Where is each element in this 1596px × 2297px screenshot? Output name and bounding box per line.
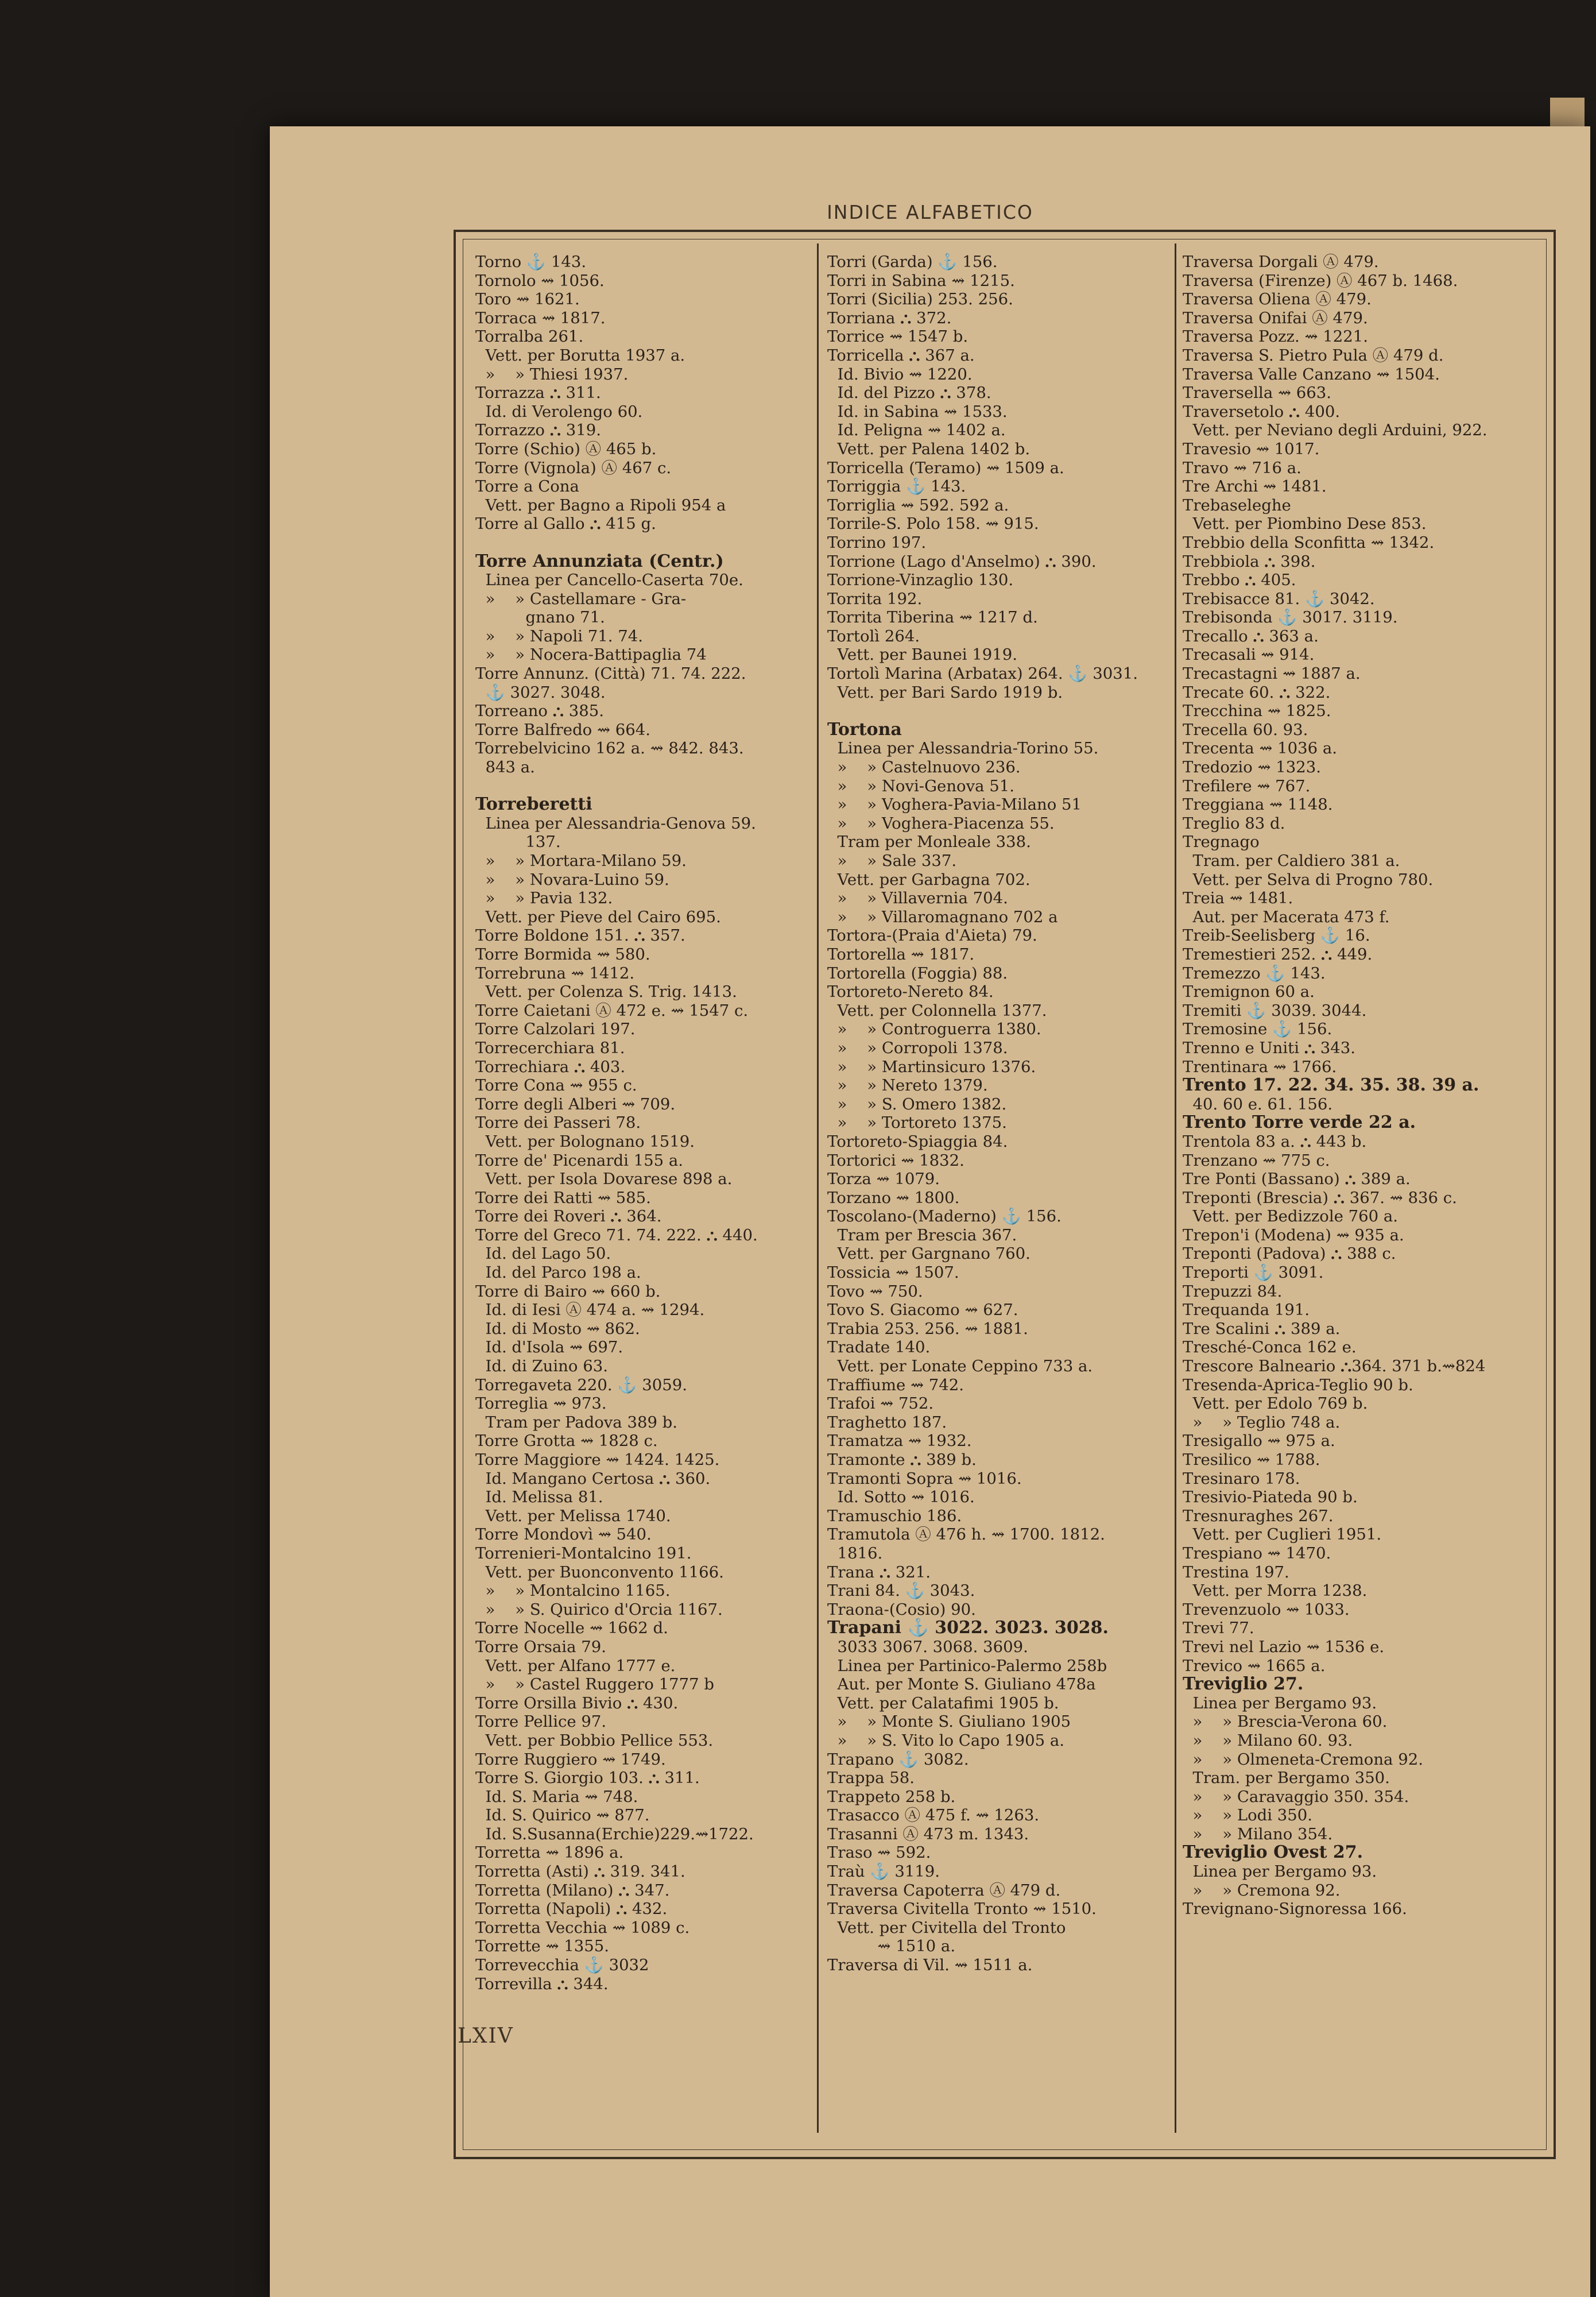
index-entry: 137. <box>475 833 561 852</box>
index-entry: Treponti (Brescia) ⛬ 367. ⇝ 836 c. <box>1183 1188 1457 1207</box>
index-entry: Torre (Vignola) Ⓐ 467 c. <box>475 458 672 477</box>
index-entry: Torretta (Asti) ⛬ 319. 341. <box>475 1862 685 1881</box>
index-entry: Trappeto 258 b. <box>827 1787 956 1806</box>
index-entry: Torrino 197. <box>827 533 927 552</box>
index-entry: Aut. per Macerata 473 f. <box>1183 907 1390 926</box>
index-entry: Tramatza ⇝ 1932. <box>827 1432 972 1451</box>
index-entry: Id. del Parco 198 a. <box>475 1263 641 1282</box>
index-entry: Vett. per Alfano 1777 e. <box>475 1656 676 1675</box>
index-entry: Vett. per Edolo 769 b. <box>1183 1394 1368 1413</box>
index-entry: Trebbio della Sconfitta ⇝ 1342. <box>1183 533 1435 552</box>
index-entry: Torriggia ⚓ 143. <box>827 477 966 496</box>
index-entry: Trafoi ⇝ 752. <box>827 1394 934 1413</box>
index-entry: ⚓ 3027. 3048. <box>475 683 606 702</box>
index-entry: Torre Orsilla Bivio ⛬ 430. <box>475 1693 679 1712</box>
index-entry: Id. di Iesi Ⓐ 474 a. ⇝ 1294. <box>475 1301 705 1320</box>
index-entry: Torretta (Napoli) ⛬ 432. <box>475 1900 668 1919</box>
index-entry: Vett. per Calatafimi 1905 b. <box>827 1693 1059 1712</box>
index-entry: Trecenta ⇝ 1036 a. <box>1183 739 1337 758</box>
index-entry: Toscolano-(Maderno) ⚓ 156. <box>827 1207 1062 1226</box>
index-entry: Treponti (Padova) ⛬ 388 c. <box>1183 1244 1396 1263</box>
index-entry: Trentola 83 a. ⛬ 443 b. <box>1183 1132 1367 1151</box>
index-entry: Vett. per Isola Dovarese 898 a. <box>475 1170 733 1189</box>
index-entry: gnano 71. <box>475 608 605 627</box>
index-entry: Tortorella (Foggia) 88. <box>827 964 1008 983</box>
index-entry: » » Novara-Luino 59. <box>475 870 669 889</box>
index-entry: Torreberetti <box>475 794 592 815</box>
index-entry: » » Nereto 1379. <box>827 1076 988 1095</box>
index-entry: Torrione (Lago d'Anselmo) ⛬ 390. <box>827 552 1097 571</box>
index-entry: Torre Nocelle ⇝ 1662 d. <box>475 1619 668 1638</box>
index-entry: » » Sale 337. <box>827 852 957 870</box>
index-entry: » » Voghera-Pavia-Milano 51 <box>827 795 1082 814</box>
index-entry: Linea per Alessandria-Torino 55. <box>827 739 1099 758</box>
index-entry: Torre a Cona <box>475 477 579 496</box>
index-entry: Id. Peligna ⇝ 1402 a. <box>827 421 1006 440</box>
index-entry: Vett. per Melissa 1740. <box>475 1506 671 1525</box>
index-entry: » » Caravaggio 350. 354. <box>1183 1787 1409 1806</box>
index-entry: Traghetto 187. <box>827 1413 947 1432</box>
index-entry: » » Villavernia 704. <box>827 889 1008 908</box>
index-entry: Trebaseleghe <box>1183 496 1291 515</box>
index-entry: Id. S.Susanna(Erchie)229.⇝1722. <box>475 1824 754 1843</box>
index-entry: Tortolì Marina (Arbatax) 264. ⚓ 3031. <box>827 664 1138 683</box>
index-entry: Linea per Partinico-Palermo 258b <box>827 1656 1107 1675</box>
index-entry: Traona-(Cosio) 90. <box>827 1600 976 1619</box>
index-entry: Trenno e Uniti ⛬ 343. <box>1183 1038 1355 1057</box>
index-entry: 3033 3067. 3068. 3609. <box>827 1637 1028 1656</box>
index-entry: » » Olmeneta-Cremona 92. <box>1183 1750 1423 1769</box>
index-entry: » » Cremona 92. <box>1183 1881 1341 1900</box>
index-entry: Id. di Verolengo 60. <box>475 402 643 421</box>
index-entry: Travo ⇝ 716 a. <box>1183 458 1301 477</box>
index-entry: » » Milano 354. <box>1183 1824 1333 1843</box>
index-entry: Torre Mondovì ⇝ 540. <box>475 1525 652 1544</box>
index-entry: » » Pavia 132. <box>475 889 613 908</box>
index-entry: Tresivio-Piateda 90 b. <box>1183 1488 1358 1507</box>
index-entry: Tredozio ⇝ 1323. <box>1183 758 1322 777</box>
column-rule-right <box>1175 243 1176 2133</box>
index-entry: Torno ⚓ 143. <box>475 253 587 271</box>
index-entry: Tresenda-Aprica-Teglio 90 b. <box>1183 1375 1413 1394</box>
index-entry: Trapani ⚓ 3022. 3023. 3028. <box>827 1618 1109 1638</box>
index-entry: Torrice ⇝ 1547 b. <box>827 327 969 346</box>
index-entry: Trescore Balneario ⛬364. 371 b.⇝824 <box>1183 1357 1486 1376</box>
index-entry: Traversa Valle Canzano ⇝ 1504. <box>1183 365 1440 384</box>
index-entry: Traù ⚓ 3119. <box>827 1862 940 1881</box>
index-entry: » » Controguerra 1380. <box>827 1020 1041 1039</box>
index-entry: Tre Ponti (Bassano) ⛬ 389 a. <box>1183 1170 1411 1189</box>
index-entry: Torri (Sicilia) 253. 256. <box>827 290 1013 309</box>
index-entry: Tortorici ⇝ 1832. <box>827 1151 964 1170</box>
index-entry: Vett. per Bobbio Pellice 553. <box>475 1731 714 1750</box>
index-entry: Id. Bivio ⇝ 1220. <box>827 365 973 384</box>
index-entry: Id. Mangano Certosa ⛬ 360. <box>475 1469 711 1488</box>
index-entry: Linea per Cancello-Caserta 70e. <box>475 571 743 590</box>
index-column-1 <box>475 253 820 1993</box>
index-entry: Vett. per Baunei 1919. <box>827 645 1018 664</box>
index-entry: Tortoreto-Spiaggia 84. <box>827 1132 1008 1151</box>
index-entry: Torrecerchiara 81. <box>475 1038 625 1057</box>
index-entry: Tremiti ⚓ 3039. 3044. <box>1183 1001 1367 1020</box>
index-entry: Torretta ⇝ 1896 a. <box>475 1843 624 1862</box>
index-entry: » » Voghera-Piacenza 55. <box>827 814 1055 833</box>
index-entry: Treviglio Ovest 27. <box>1183 1842 1363 1863</box>
index-entry: Id. di Zuino 63. <box>475 1357 608 1376</box>
index-entry: Tre Scalini ⛬ 389 a. <box>1183 1319 1341 1338</box>
index-entry <box>827 702 1172 721</box>
index-entry: Traversa Oliena Ⓐ 479. <box>1183 290 1372 309</box>
index-entry: Tre Archi ⇝ 1481. <box>1183 477 1327 496</box>
index-entry: Trestina 197. <box>1183 1563 1289 1581</box>
index-entry: Torregaveta 220. ⚓ 3059. <box>475 1375 688 1394</box>
index-entry: Trento Torre verde 22 a. <box>1183 1112 1416 1133</box>
index-entry: Tresigallo ⇝ 975 a. <box>1183 1432 1335 1451</box>
index-entry: Vett. per Colonnella 1377. <box>827 1001 1047 1020</box>
index-entry: » » Villaromagnano 702 a <box>827 907 1058 926</box>
index-entry: Tremosine ⚓ 156. <box>1183 1020 1332 1039</box>
index-entry: Vett. per Palena 1402 b. <box>827 439 1031 458</box>
index-entry: » » Brescia-Verona 60. <box>1183 1712 1388 1731</box>
index-entry: 40. 60 e. 61. 156. <box>1183 1095 1333 1113</box>
index-entry: Tresilico ⇝ 1788. <box>1183 1451 1320 1469</box>
index-entry: Trevico ⇝ 1665 a. <box>1183 1656 1326 1675</box>
index-entry: Tortorella ⇝ 1817. <box>827 945 975 964</box>
index-entry <box>475 533 820 552</box>
index-entry: Torrechiara ⛬ 403. <box>475 1057 626 1076</box>
index-entry: Torre Pellice 97. <box>475 1712 607 1731</box>
index-entry: Tovo S. Giacomo ⇝ 627. <box>827 1301 1018 1320</box>
index-entry: Trentinara ⇝ 1766. <box>1183 1057 1337 1076</box>
index-entry: Torrevecchia ⚓ 3032 <box>475 1956 649 1975</box>
index-entry: Torre Bormida ⇝ 580. <box>475 945 650 964</box>
index-entry: Tremestieri 252. ⛬ 449. <box>1183 945 1373 964</box>
index-entry: Torre Cona ⇝ 955 c. <box>475 1076 637 1095</box>
index-entry: Torre Caietani Ⓐ 472 e. ⇝ 1547 c. <box>475 1001 749 1020</box>
index-entry: » » Corropoli 1378. <box>827 1038 1008 1057</box>
index-entry: Torrita 192. <box>827 589 923 608</box>
index-entry: Tortolì 264. <box>827 627 920 645</box>
index-entry: Tortoreto-Nereto 84. <box>827 983 994 1001</box>
index-entry: Torriglia ⇝ 592. 592 a. <box>827 496 1009 515</box>
index-entry: Vett. per Gargnano 760. <box>827 1244 1031 1263</box>
index-entry: Traversa Capoterra Ⓐ 479 d. <box>827 1881 1061 1900</box>
index-entry: » » Montalcino 1165. <box>475 1581 671 1600</box>
index-entry: Tramonti Sopra ⇝ 1016. <box>827 1469 1022 1488</box>
index-entry: Torre Annunziata (Centr.) <box>475 551 724 571</box>
index-entry: Vett. per Bedizzole 760 a. <box>1183 1207 1399 1226</box>
index-entry: Tremignon 60 a. <box>1183 983 1315 1001</box>
index-entry: Tortora-(Praia d'Aieta) 79. <box>827 926 1037 945</box>
index-entry: Treggiana ⇝ 1148. <box>1183 795 1333 814</box>
index-entry: » » Nocera-Battipaglia 74 <box>475 645 707 664</box>
index-entry: Trebisacce 81. ⚓ 3042. <box>1183 589 1375 608</box>
index-frame <box>454 230 1556 2159</box>
index-entry: Trapano ⚓ 3082. <box>827 1750 969 1769</box>
index-entry: 1816. <box>827 1544 883 1563</box>
index-entry: Trecasali ⇝ 914. <box>1183 645 1315 664</box>
index-entry: Traffiume ⇝ 742. <box>827 1375 964 1394</box>
index-entry: Trani 84. ⚓ 3043. <box>827 1581 975 1600</box>
index-entry: » » Napoli 71. 74. <box>475 627 643 645</box>
index-entry: Tramonte ⛬ 389 b. <box>827 1451 977 1469</box>
index-entry: » » Mortara-Milano 59. <box>475 852 687 870</box>
index-entry: Trecella 60. 93. <box>1183 720 1308 739</box>
index-entry: Travesio ⇝ 1017. <box>1183 439 1320 458</box>
index-entry: Vett. per Buonconvento 1166. <box>475 1563 724 1581</box>
index-entry: Torrenieri-Montalcino 191. <box>475 1544 692 1563</box>
index-entry: Aut. per Monte S. Giuliano 478a <box>827 1675 1096 1694</box>
index-entry: Vett. per Selva di Progno 780. <box>1183 870 1434 889</box>
index-entry: » » Tortoreto 1375. <box>827 1113 1007 1132</box>
index-entry: Id. in Sabina ⇝ 1533. <box>827 402 1008 421</box>
index-entry: Traso ⇝ 592. <box>827 1843 931 1862</box>
index-entry: Vett. per Bolognano 1519. <box>475 1132 695 1151</box>
index-entry: Trecchina ⇝ 1825. <box>1183 702 1331 721</box>
index-entry: Torricella ⛬ 367 a. <box>827 346 975 365</box>
index-entry: Torretta Vecchia ⇝ 1089 c. <box>475 1918 690 1937</box>
index-entry: Trana ⛬ 321. <box>827 1563 931 1581</box>
index-entry: Vett. per Garbagna 702. <box>827 870 1031 889</box>
index-entry: Torrevilla ⛬ 344. <box>475 1974 609 1993</box>
index-entry: Torre di Bairo ⇝ 660 b. <box>475 1282 661 1301</box>
index-entry: Torre Maggiore ⇝ 1424. 1425. <box>475 1451 720 1469</box>
index-entry: 843 a. <box>475 758 535 777</box>
index-entry: Trefilere ⇝ 767. <box>1183 776 1311 795</box>
index-entry: Trevi nel Lazio ⇝ 1536 e. <box>1183 1637 1385 1656</box>
index-entry: Trevi 77. <box>1183 1619 1254 1638</box>
index-entry: Traversa Onifai Ⓐ 479. <box>1183 308 1368 327</box>
index-entry: Torre dei Roveri ⛬ 364. <box>475 1207 662 1226</box>
index-entry: Traversetolo ⛬ 400. <box>1183 402 1341 421</box>
index-entry: Tram per Padova 389 b. <box>475 1413 678 1432</box>
index-entry: Torzano ⇝ 1800. <box>827 1188 960 1207</box>
index-entry: Tresinaro 178. <box>1183 1469 1300 1488</box>
index-entry: Id. Sotto ⇝ 1016. <box>827 1488 975 1507</box>
index-entry <box>475 777 820 796</box>
index-entry: Id. Melissa 81. <box>475 1488 603 1507</box>
index-entry: Trevignano-Signoressa 166. <box>1183 1900 1407 1919</box>
index-entry: » » Teglio 748 a. <box>1183 1413 1341 1432</box>
index-entry: Trevenzuolo ⇝ 1033. <box>1183 1600 1350 1619</box>
index-entry: Traversa Dorgali Ⓐ 479. <box>1183 253 1379 271</box>
index-entry: Torrazzo ⛬ 319. <box>475 421 601 440</box>
index-entry: Tram. per Caldiero 381 a. <box>1183 852 1400 870</box>
index-entry: Torre S. Giorgio 103. ⛬ 311. <box>475 1769 700 1788</box>
index-entry: Torre Boldone 151. ⛬ 357. <box>475 926 685 945</box>
index-entry: Tortona <box>827 719 902 740</box>
index-entry: Tradate 140. <box>827 1338 931 1357</box>
index-entry: Torre Ruggiero ⇝ 1749. <box>475 1750 666 1769</box>
index-entry: » » Novi-Genova 51. <box>827 776 1014 795</box>
index-entry: Trecastagni ⇝ 1887 a. <box>1183 664 1361 683</box>
index-entry: Tovo ⇝ 750. <box>827 1282 923 1301</box>
index-entry: Linea per Alessandria-Genova 59. <box>475 814 756 833</box>
index-entry: Torri (Garda) ⚓ 156. <box>827 253 998 271</box>
index-entry: Traversa Civitella Tronto ⇝ 1510. <box>827 1900 1097 1919</box>
index-entry: Linea per Bergamo 93. <box>1183 1862 1377 1881</box>
page-folio: LXIV <box>458 2024 514 2048</box>
index-entry: Vett. per Borutta 1937 a. <box>475 346 685 365</box>
index-entry: Torre al Gallo ⛬ 415 g. <box>475 515 656 533</box>
index-entry: Torriana ⛬ 372. <box>827 308 952 327</box>
index-entry: » » Lodi 350. <box>1183 1806 1313 1825</box>
index-entry: Torrebelvicino 162 a. ⇝ 842. 843. <box>475 739 744 758</box>
index-entry: Torre de' Picenardi 155 a. <box>475 1151 683 1170</box>
index-entry: Treporti ⚓ 3091. <box>1183 1263 1324 1282</box>
index-entry: Toro ⇝ 1621. <box>475 290 580 309</box>
index-entry: Traversa di Vil. ⇝ 1511 a. <box>827 1956 1033 1975</box>
index-entry: Tramutola Ⓐ 476 h. ⇝ 1700. 1812. <box>827 1525 1105 1544</box>
index-entry: ⇝ 1510 a. <box>827 1937 956 1956</box>
index-entry: » » S. Vito lo Capo 1905 a. <box>827 1731 1064 1750</box>
index-entry: Treia ⇝ 1481. <box>1183 889 1293 908</box>
index-entry: Torreglia ⇝ 973. <box>475 1394 607 1413</box>
index-entry: Vett. per Cuglieri 1951. <box>1183 1525 1382 1544</box>
index-column-2 <box>827 253 1172 1975</box>
index-entry: Tram. per Bergamo 350. <box>1183 1769 1390 1788</box>
index-entry: Id. del Lago 50. <box>475 1244 611 1263</box>
index-entry: Torrebruna ⇝ 1412. <box>475 964 635 983</box>
index-entry: Tornolo ⇝ 1056. <box>475 271 605 290</box>
index-entry: Trecate 60. ⛬ 322. <box>1183 683 1331 702</box>
index-entry: Trespiano ⇝ 1470. <box>1183 1544 1331 1563</box>
index-entry: Torre dei Ratti ⇝ 585. <box>475 1188 651 1207</box>
index-entry: Tram per Brescia 367. <box>827 1225 1017 1244</box>
index-entry: Trepon'i (Modena) ⇝ 935 a. <box>1183 1225 1404 1244</box>
index-entry: Trento 17. 22. 34. 35. 38. 39 a. <box>1183 1075 1479 1096</box>
index-entry: Trasacco Ⓐ 475 f. ⇝ 1263. <box>827 1806 1040 1825</box>
index-entry: » » Martinsicuro 1376. <box>827 1057 1036 1076</box>
index-entry: Trebbiola ⛬ 398. <box>1183 552 1316 571</box>
index-entry: Treib-Seelisberg ⚓ 16. <box>1183 926 1370 945</box>
index-entry: » » S. Quirico d'Orcia 1167. <box>475 1600 723 1619</box>
index-entry: Tramuschio 186. <box>827 1506 962 1525</box>
index-entry: » » Castellamare - Gra- <box>475 589 687 608</box>
index-entry: » » Thiesi 1937. <box>475 365 629 384</box>
index-entry: Id. S. Quirico ⇝ 877. <box>475 1806 650 1825</box>
index-entry: Vett. per Morra 1238. <box>1183 1581 1368 1600</box>
index-entry: Vett. per Piombino Dese 853. <box>1183 515 1427 533</box>
index-entry: Vett. per Neviano degli Arduini, 922. <box>1183 421 1487 440</box>
index-entry: Traversa S. Pietro Pula Ⓐ 479 d. <box>1183 346 1444 365</box>
index-entry: Traversella ⇝ 663. <box>1183 384 1331 403</box>
index-entry: Trenzano ⇝ 775 c. <box>1183 1151 1330 1170</box>
index-entry: Trepuzzi 84. <box>1183 1282 1283 1301</box>
index-entry: Torricella (Teramo) ⇝ 1509 a. <box>827 458 1064 477</box>
index-entry: » » S. Omero 1382. <box>827 1095 1007 1113</box>
index-entry: Torre Annunz. (Città) 71. 74. 222. <box>475 664 746 683</box>
index-entry: Torreano ⛬ 385. <box>475 702 604 721</box>
index-entry: Torrette ⇝ 1355. <box>475 1937 609 1956</box>
index-entry: Tresnuraghes 267. <box>1183 1506 1334 1525</box>
index-entry: Vett. per Pieve del Cairo 695. <box>475 907 721 926</box>
index-entry: Torre Orsaia 79. <box>475 1637 606 1656</box>
index-entry: Trequanda 191. <box>1183 1301 1310 1320</box>
index-entry: Tram per Monleale 338. <box>827 833 1031 852</box>
index-entry: Id. d'Isola ⇝ 697. <box>475 1338 623 1357</box>
index-entry: Torrazza ⛬ 311. <box>475 384 601 403</box>
index-entry: Torraca ⇝ 1817. <box>475 308 606 327</box>
index-entry: Torre (Schio) Ⓐ 465 b. <box>475 439 657 458</box>
index-entry: Tregnago <box>1183 833 1260 852</box>
index-entry: Torre Balfredo ⇝ 664. <box>475 720 650 739</box>
index-entry: Linea per Bergamo 93. <box>1183 1693 1377 1712</box>
index-entry: Torre Calzolari 197. <box>475 1020 636 1039</box>
index-entry: Vett. per Colenza S. Trig. 1413. <box>475 983 737 1001</box>
index-entry: Tossicia ⇝ 1507. <box>827 1263 959 1282</box>
index-entry: » » Castel Ruggero 1777 b <box>475 1675 714 1694</box>
index-entry: Torre dei Passeri 78. <box>475 1113 641 1132</box>
index-entry: Traversa Pozz. ⇝ 1221. <box>1183 327 1369 346</box>
index-entry: Vett. per Civitella del Tronto <box>827 1918 1066 1937</box>
index-entry: Torre degli Alberi ⇝ 709. <box>475 1095 676 1113</box>
index-entry: Vett. per Bari Sardo 1919 b. <box>827 683 1063 702</box>
index-entry: Torrile-S. Polo 158. ⇝ 915. <box>827 515 1039 533</box>
index-entry: » » Monte S. Giuliano 1905 <box>827 1712 1071 1731</box>
index-column-3 <box>1183 253 1527 1919</box>
index-entry: Torre Grotta ⇝ 1828 c. <box>475 1432 658 1451</box>
index-entry: Trasanni Ⓐ 473 m. 1343. <box>827 1824 1029 1843</box>
index-entry: Torri in Sabina ⇝ 1215. <box>827 271 1015 290</box>
index-entry: Treviglio 27. <box>1183 1674 1304 1695</box>
index-entry: Torrita Tiberina ⇝ 1217 d. <box>827 608 1038 627</box>
index-entry: Treglio 83 d. <box>1183 814 1285 833</box>
index-entry: Torralba 261. <box>475 327 584 346</box>
index-entry: Trecallo ⛬ 363 a. <box>1183 627 1319 645</box>
index-entry: Id. S. Maria ⇝ 748. <box>475 1787 638 1806</box>
book-page <box>270 126 1590 2297</box>
index-entry: Torza ⇝ 1079. <box>827 1170 940 1189</box>
index-entry: Tresché-Conca 162 e. <box>1183 1338 1357 1357</box>
index-entry: Torre del Greco 71. 74. 222. ⛬ 440. <box>475 1225 758 1244</box>
index-entry: Vett. per Lonate Ceppino 733 a. <box>827 1357 1093 1376</box>
index-entry: Trappa 58. <box>827 1769 915 1788</box>
index-entry: Id. di Mosto ⇝ 862. <box>475 1319 640 1338</box>
index-entry: » » Castelnuovo 236. <box>827 758 1021 777</box>
index-entry: Vett. per Bagno a Ripoli 954 a <box>475 496 726 515</box>
index-entry: » » Milano 60. 93. <box>1183 1731 1353 1750</box>
index-entry: Id. del Pizzo ⛬ 378. <box>827 384 991 403</box>
index-entry: Trabia 253. 256. ⇝ 1881. <box>827 1319 1028 1338</box>
index-entry: Trebbo ⛬ 405. <box>1183 571 1296 590</box>
index-entry: Tremezzo ⚓ 143. <box>1183 964 1326 983</box>
index-entry: Torretta (Milano) ⛬ 347. <box>475 1881 670 1900</box>
running-title: INDICE ALFABETICO <box>827 201 1033 223</box>
index-entry: Trebisonda ⚓ 3017. 3119. <box>1183 608 1398 627</box>
index-entry: Traversa (Firenze) Ⓐ 467 b. 1468. <box>1183 271 1458 290</box>
index-entry: Torrione-Vinzaglio 130. <box>827 571 1014 590</box>
